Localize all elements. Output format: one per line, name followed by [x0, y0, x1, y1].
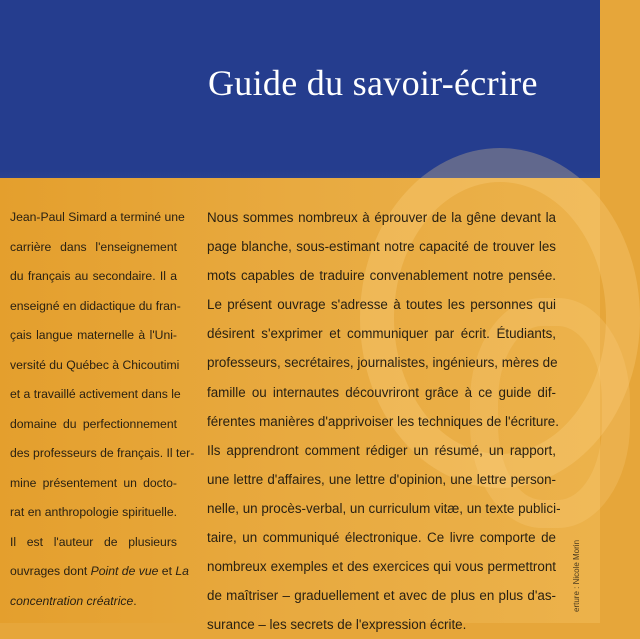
bio-line: du français au secondaire. Il a	[10, 269, 177, 283]
bio-line: mine présentement un docto-	[10, 475, 177, 490]
description-line: famille ou internautes découvriront grâce à ce guide dif-	[207, 384, 556, 400]
description-line: désirent s'exprimer et communiquer par écrit. Étudiants,	[207, 326, 556, 342]
description-line: professeurs, secrétaires, journalistes, ingénieurs, mères de	[207, 355, 558, 371]
bio-line: rat en anthropologie spirituelle.	[10, 505, 177, 519]
book-description	[207, 203, 561, 639]
bio-works-line	[10, 557, 189, 587]
description-line: taire, un communiqué électronique. Ce livre comporte de	[207, 530, 556, 546]
bio-line: et a travaillé activement dans le	[10, 387, 181, 401]
bio-line: versité du Québec à Chicoutimi	[10, 357, 180, 372]
book-title: Guide du savoir-écrire	[208, 63, 538, 103]
bio-line: Jean-Paul Simard a terminé une	[10, 210, 185, 224]
work-title-point-de-vue: Point de vue	[90, 564, 159, 578]
bio-line: des professeurs de français. Il ter-	[10, 446, 195, 460]
cover-credit: erture : Nicole Morin	[572, 539, 581, 612]
bio-line: çais langue maternelle à l'Uni-	[10, 328, 177, 342]
description-line: une lettre d'affaires, une lettre d'opinion, une lettre person-	[207, 471, 556, 487]
work-title-la: La	[175, 564, 189, 578]
bio-line: domaine du perfectionnement	[10, 416, 177, 431]
description-line: Le présent ouvrage s'adresse à toutes les personnes qui	[207, 297, 556, 313]
description-line: de maîtriser – graduellement et avec de plus en plus d'as-	[207, 588, 556, 604]
bio-works-line-end	[10, 587, 177, 617]
works-connector: et	[161, 564, 172, 578]
works-prefix: ouvrages dont	[10, 564, 88, 578]
description-line: surance – les secrets de l'expression écrite.	[207, 617, 467, 633]
description-line: Nous sommes nombreux à éprouver de la gêne devant la	[207, 210, 556, 225]
bio-end-punct: .	[133, 593, 137, 608]
description-line: nelle, un procès-verbal, un curriculum vitæ, un texte publici-	[207, 500, 561, 516]
bio-line: carrière dans l'enseignement	[10, 239, 177, 254]
description-line: nombreux exemples et des exercices qui vous permettront	[207, 559, 556, 575]
bio-line: Il est l'auteur de plusieurs	[10, 534, 177, 549]
description-line: férentes manières d'apprivoiser les techniques de l'écriture.	[207, 413, 559, 429]
back-cover-body	[0, 178, 600, 633]
description-line: page blanche, sous-estimant notre capacité de trouver les	[207, 239, 556, 255]
work-title-concentration: concentration créatrice	[10, 593, 134, 608]
bio-line: enseigné en didactique du fran-	[10, 298, 181, 313]
author-bio	[10, 203, 195, 616]
description-line: Ils apprendront comment rédiger un résumé, un rapport,	[207, 442, 556, 458]
description-line: mots capables de traduire convenablement notre pensée.	[207, 268, 556, 284]
